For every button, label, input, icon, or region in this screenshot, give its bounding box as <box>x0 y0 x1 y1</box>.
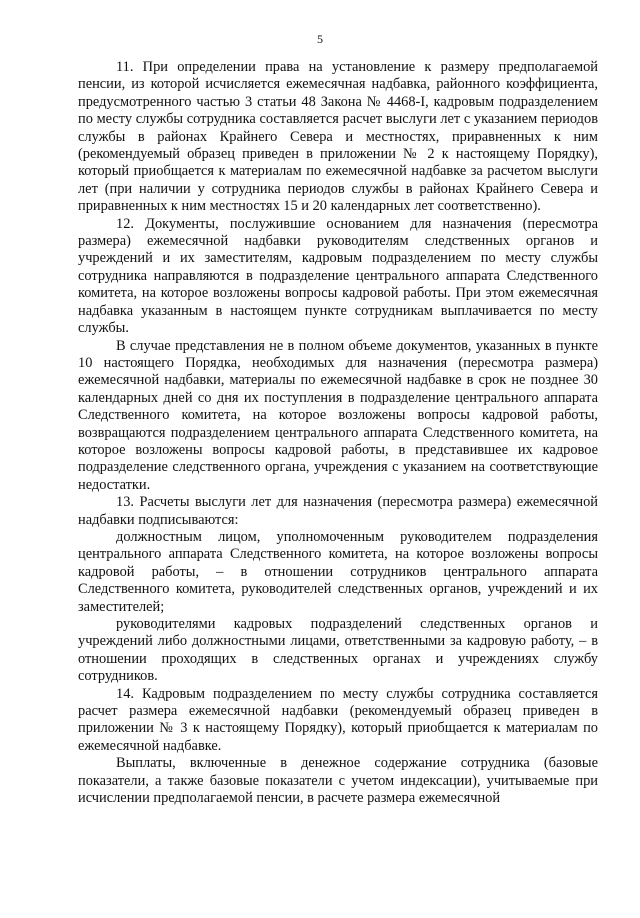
page-number: 5 <box>317 32 323 46</box>
paragraph-11: 11. При определении права на установление к размеру предполагаемой пенсии, из которой исчисляется ежемесячная надбавка, районного коэффициента, предусмотренного частью 3 статьи 48 Закона № 4468-I, кадровым подразделением по месту службы сотрудника составляется расчет выслуги лет с указанием периодов службы в районах Крайнего Севера и местностях, приравненных к ним (рекомендуемый образец приведен в приложении № 2 к настоящему Порядку), который приобщается к материалам по ежемесячной надбавке за расчетом выслуги лет (при наличии у сотрудника периодов службы в районах Крайнего Севера и приравненных к ним местностях 15 и 20 календарных лет соответственно). <box>78 59 598 215</box>
paragraph-13-hr-heads: руководителями кадровых подразделений следственных органов и учреждений либо должностными лицами, ответственными за кадровую работу, – в отношении проходящих в следственных органах и учреждениях службу сотрудников. <box>78 616 598 685</box>
paragraph-14: 14. Кадровым подразделением по месту службы сотрудника составляется расчет размера ежемесячной надбавки (рекомендуемый образец приведен в приложении № 3 к настоящему Порядку), который приобщается к материалам по ежемесячной надбавке. <box>78 685 598 754</box>
paragraph-13: 13. Расчеты выслуги лет для назначения (пересмотра размера) ежемесячной надбавки подписываются: <box>78 494 598 528</box>
paragraph-12-incomplete-documents: В случае представления не в полном объеме документов, указанных в пункте 10 настоящего Порядка, необходимых для назначения (пересмотра размера) ежемесячной надбавки, материалы по ежемесячной надбавке в срок не позднее 30 календарных дней со дня их поступления в подразделение центрального аппарата Следственного комитета, на которое возложены вопросы кадровой работы, возвращаются подразделением центрального аппарата Следственного комитета, на которое возложены вопросы кадровой работы, в представившее их кадровое подразделение следственного органа, учреждения с указанием на соответствующие недостатки. <box>78 337 598 493</box>
paragraph-13-central-apparatus: должностным лицом, уполномоченным руководителем подразделения центрального аппарата Следственного комитета, на которое возложены вопросы кадровой работы, – в отношении сотрудников центрального аппарата Следственного комитета, руководителей следственных органов, учреждений и их заместителей; <box>78 528 598 615</box>
paragraph-12: 12. Документы, послужившие основанием для назначения (пересмотра размера) ежемесячной надбавки руководителям следственных органов и учреждений и их заместителям, кадровым подразделением по месту службы сотрудника направляются в подразделение центрального аппарата Следственного комитета, на которое возложены вопросы кадровой работы. При этом ежемесячная надбавка указанным в настоящем пункте сотрудникам выплачивается по месту службы. <box>78 215 598 337</box>
document-body <box>78 59 598 807</box>
paragraph-14-payments: Выплаты, включенные в денежное содержание сотрудника (базовые показатели, а также базовые показатели с учетом индексации), учитываемые при исчислении предполагаемой пенсии, в расчете размера ежемесячной <box>78 755 598 807</box>
